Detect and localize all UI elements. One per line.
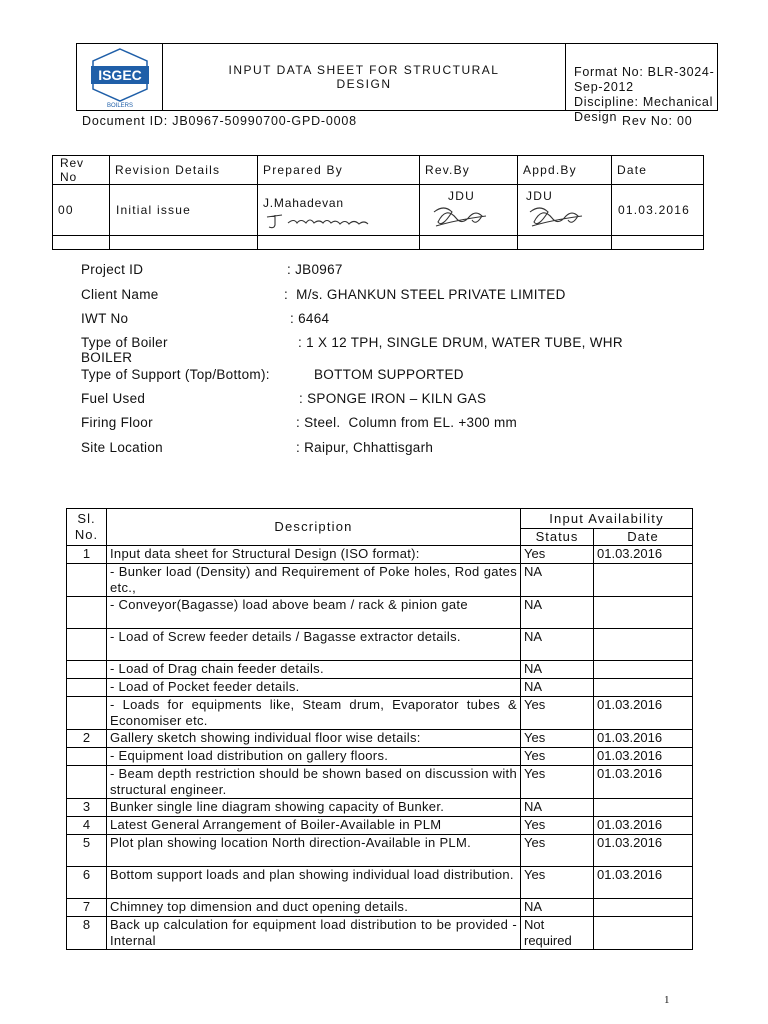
table-row [67,546,693,564]
rev-row-appd-by-cell [518,185,612,236]
table-row [67,629,693,661]
row-status: Yes [521,835,594,867]
row-status: NA [521,597,594,629]
row-sl [67,564,107,597]
row-date: 01.03.2016 [594,867,693,899]
support-type-label: Type of Support (Top/Bottom): [81,367,270,382]
table-row [67,697,693,730]
row-status: NA [521,564,594,597]
row-date: 01.03.2016 [594,730,693,748]
row-description: Gallery sketch showing individual floor wise details: [107,730,521,748]
header-status: Status [521,529,594,546]
signature-appd-by [524,204,594,232]
prepared-by-name: J.Mahadevan [263,196,344,210]
logo-text: ISGEC [98,67,142,83]
row-date [594,629,693,661]
header-input-availability: Input Availability [521,509,693,529]
rev-empty-cell [53,236,110,250]
rev-empty-cell [258,236,420,250]
revision-table [52,155,704,250]
row-date [594,917,693,950]
row-description: Input data sheet for Structural Design (ISO format): [107,546,521,564]
row-status: NA [521,629,594,661]
row-sl [67,661,107,679]
isgec-logo [77,44,163,110]
row-status: Yes [521,697,594,730]
site-location-value: : Raipur, Chhattisgarh [296,440,434,455]
discipline: Discipline: Mechanical Design [574,95,714,124]
row-description: - Load of Pocket feeder details. [107,679,521,697]
row-status: Yes [521,766,594,799]
table-row [67,597,693,629]
rev-header-prepared: Prepared By [258,156,420,185]
row-sl: 2 [67,730,107,748]
table-row [67,917,693,950]
rev-no: Rev No: 00 [622,114,693,128]
rev-row-date: 01.03.2016 [612,185,704,236]
row-sl [67,697,107,730]
row-description: Back up calculation for equipment load distribution to be provided - Internal [107,917,521,950]
iwt-no-label: IWT No [81,311,129,326]
row-sl: 4 [67,817,107,835]
row-description: Bunker single line diagram showing capacity of Bunker. [107,799,521,817]
row-description: - Load of Drag chain feeder details. [107,661,521,679]
table-row [67,835,693,867]
boiler-type-value: : 1 X 12 TPH, SINGLE DRUM, WATER TUBE, WHR [298,335,623,350]
title-cell [163,44,566,110]
rev-header-rev-no: Rev No [53,156,110,185]
table-row [67,679,693,697]
signature-mahadevan [262,211,412,233]
row-description: - Beam depth restriction should be shown based on discussion with structural engineer. [107,766,521,799]
row-sl [67,679,107,697]
row-date: 01.03.2016 [594,546,693,564]
row-description: Plot plan showing location North direction-Available in PLM. [107,835,521,867]
table-row [67,799,693,817]
row-sl: 8 [67,917,107,950]
boiler-type-value-cont: BOILER [81,350,133,365]
row-status: NA [521,661,594,679]
row-date: 01.03.2016 [594,697,693,730]
client-name-value: : M/s. GHANKUN STEEL PRIVATE LIMITED [284,287,566,302]
row-description: - Loads for equipments like, Steam drum, Evaporator tubes & Economiser etc. [107,697,521,730]
row-date [594,661,693,679]
sheet-title: INPUT DATA SHEET FOR STRUCTURAL DESIGN [228,63,500,91]
row-status: NA [521,799,594,817]
row-description: - Bunker load (Density) and Requirement of Poke holes, Rod gates etc., [107,564,521,597]
project-id-value: : JB0967 [287,262,343,277]
firing-floor-label: Firing Floor [81,415,153,430]
iwt-no-value: : 6464 [290,311,330,326]
page-number: 1 [664,994,670,1006]
client-name-label: Client Name [81,287,159,302]
fuel-used-value: : SPONGE IRON – KILN GAS [299,391,487,406]
table-row [67,748,693,766]
row-date [594,597,693,629]
fuel-used-label: Fuel Used [81,391,146,406]
row-date: 01.03.2016 [594,817,693,835]
row-status: Yes [521,748,594,766]
row-sl: 3 [67,799,107,817]
header-date: Date [594,529,693,546]
support-type-value: BOTTOM SUPPORTED [314,367,464,382]
row-status: NA [521,899,594,917]
row-sl [67,597,107,629]
table-row [67,564,693,597]
row-date [594,799,693,817]
rev-header-date: Date [612,156,704,185]
rev-row-rev-no: 00 [53,185,110,236]
row-date: 01.03.2016 [594,748,693,766]
rev-row-rev-by-cell [420,185,518,236]
row-status: Yes [521,867,594,899]
document-id: Document ID: JB0967-50990700-GPD-0008 [82,114,357,128]
logo-cell [77,44,163,110]
rev-by-initials: JDU [448,189,475,203]
row-date [594,679,693,697]
row-sl [67,766,107,799]
rev-row-prepared-cell [258,185,420,236]
boiler-type-label: Type of Boiler [81,335,168,350]
table-row [67,730,693,748]
row-description: Latest General Arrangement of Boiler-Available in PLM [107,817,521,835]
row-date: 01.03.2016 [594,835,693,867]
row-sl: 7 [67,899,107,917]
row-description: - Equipment load distribution on gallery floors. [107,748,521,766]
row-description: - Conveyor(Bagasse) load above beam / rack & pinion gate [107,597,521,629]
row-status: Yes [521,730,594,748]
rev-row-details: Initial issue [110,185,258,236]
row-description: Bottom support loads and plan showing individual load distribution. [107,867,521,899]
row-date [594,899,693,917]
header-description: Description [107,509,521,546]
rev-header-rev-by: Rev.By [420,156,518,185]
table-row [67,899,693,917]
site-location-label: Site Location [81,440,163,455]
table-row [67,766,693,799]
row-status: Not required [521,917,594,950]
row-sl [67,629,107,661]
firing-floor-value: : Steel. Column from EL. +300 mm [296,415,518,430]
row-status: Yes [521,817,594,835]
row-date: 01.03.2016 [594,766,693,799]
input-availability-table [66,508,693,950]
rev-header-details: Revision Details [110,156,258,185]
rev-header-appd-by: Appd.By [518,156,612,185]
row-status: Yes [521,546,594,564]
row-sl: 5 [67,835,107,867]
table-row [67,817,693,835]
row-status: NA [521,679,594,697]
row-sl [67,748,107,766]
table-row [67,661,693,679]
appd-by-initials: JDU [526,189,553,203]
format-no: Format No: BLR-3024-Sep-2012 [574,65,715,94]
project-id-label: Project ID [81,262,144,277]
table-row [67,867,693,899]
row-date [594,564,693,597]
signature-rev-by [428,204,498,232]
row-description: Chimney top dimension and duct opening details. [107,899,521,917]
row-sl: 1 [67,546,107,564]
rev-empty-cell [420,236,518,250]
rev-empty-cell [110,236,258,250]
row-description: - Load of Screw feeder details / Bagasse extractor details. [107,629,521,661]
logo-subtext: BOILERS [106,103,134,109]
rev-empty-cell [612,236,704,250]
row-sl: 6 [67,867,107,899]
rev-empty-cell [518,236,612,250]
header-sl-no: Sl. No. [67,509,107,546]
